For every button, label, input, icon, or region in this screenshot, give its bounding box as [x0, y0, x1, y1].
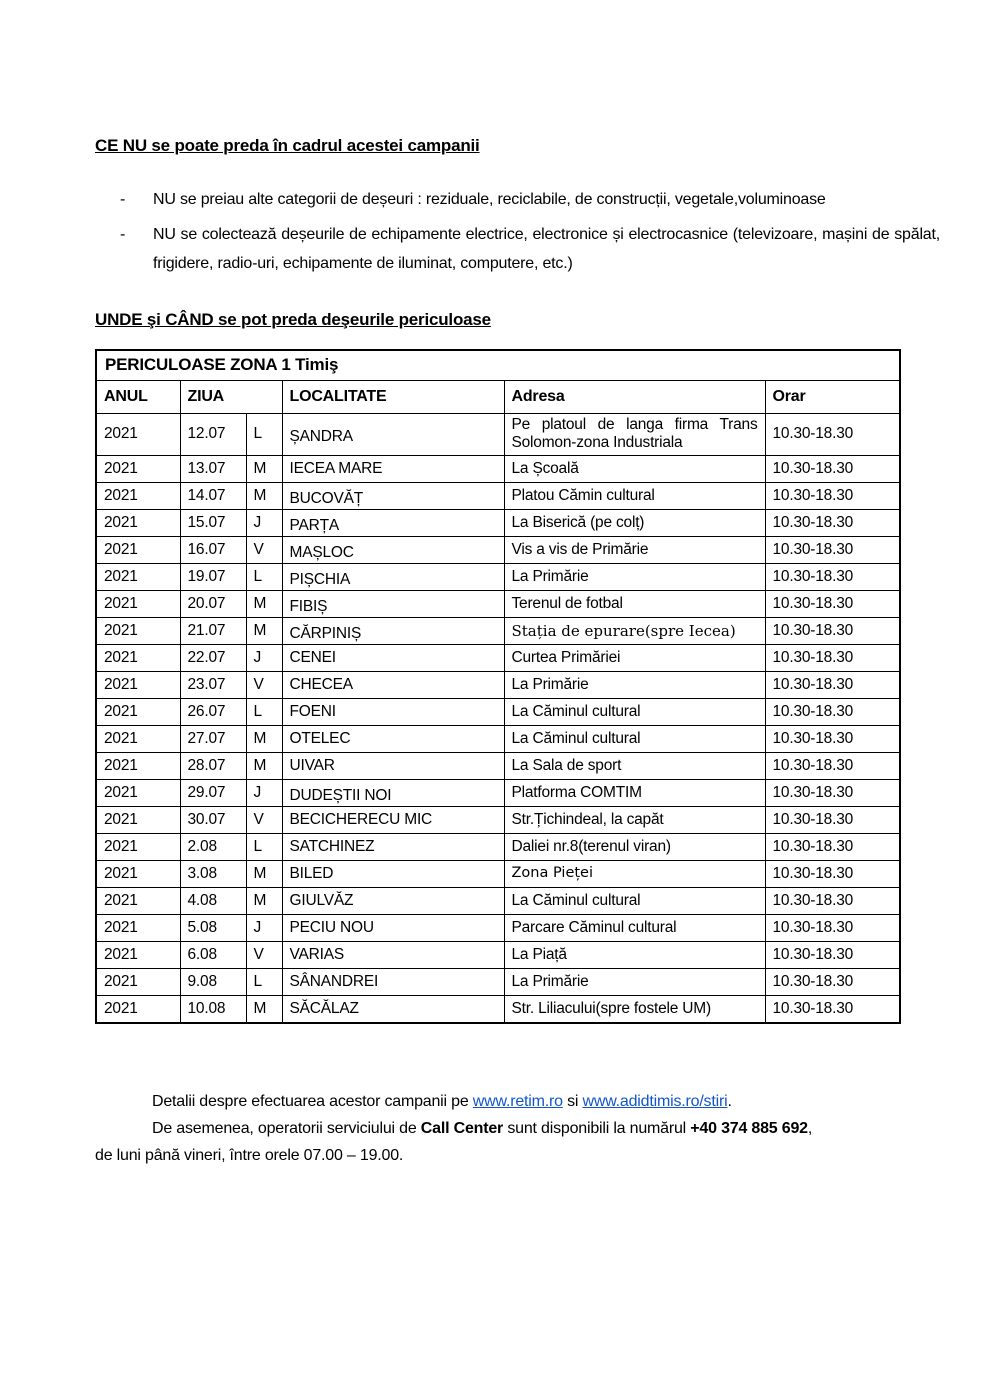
- address-cell: Daliei nr.8(terenul viran): [504, 834, 765, 861]
- table-row: [96, 618, 900, 645]
- table-row: [96, 483, 900, 510]
- year-cell: 2021: [96, 942, 180, 969]
- weekday-cell: M: [246, 861, 282, 888]
- table-row: [96, 591, 900, 618]
- date-cell: 27.07: [180, 726, 246, 753]
- schedule-rows: [96, 413, 900, 1023]
- table-row: [96, 807, 900, 834]
- hours-cell: 10.30-18.30: [765, 510, 900, 537]
- table-title-row: [96, 350, 900, 380]
- locality-cell: BUCOVĂȚ: [282, 486, 504, 513]
- date-cell: 21.07: [180, 618, 246, 645]
- table-row: [96, 888, 900, 915]
- address-cell: Pe platoul de langa firma Trans Solomon-zona Industriala: [504, 413, 765, 456]
- hours-cell: 10.30-18.30: [765, 753, 900, 780]
- year-cell: 2021: [96, 915, 180, 942]
- footer-text: sunt disponibili la numărul: [503, 1119, 691, 1137]
- heading-where-when: UNDE şi CÂND se pot preda deşeurile periculoase: [95, 310, 491, 329]
- hours-cell: 10.30-18.30: [765, 645, 900, 672]
- weekday-cell: V: [246, 807, 282, 834]
- footer-text: .: [727, 1092, 732, 1110]
- footer-text: si: [562, 1092, 583, 1110]
- address-cell: Terenul de fotbal: [504, 591, 765, 618]
- locality-cell: SATCHINEZ: [282, 834, 504, 861]
- date-cell: 4.08: [180, 888, 246, 915]
- footer-callcenter-line: [95, 1115, 940, 1169]
- footer-hours-text: de luni până vineri, între orele 07.00 – 19.00.: [95, 1146, 404, 1164]
- address-cell: La Piață: [504, 942, 765, 969]
- locality-cell: SĂCĂLAZ: [282, 996, 504, 1023]
- weekday-cell: L: [246, 413, 282, 456]
- locality-cell: FOENI: [282, 699, 504, 726]
- date-cell: 19.07: [180, 564, 246, 591]
- table-row: [96, 726, 900, 753]
- locality-cell: CĂRPINIȘ: [282, 621, 504, 648]
- hours-cell: 10.30-18.30: [765, 483, 900, 510]
- weekday-cell: L: [246, 699, 282, 726]
- date-cell: 26.07: [180, 699, 246, 726]
- address-cell: La Primărie: [504, 672, 765, 699]
- weekday-cell: V: [246, 942, 282, 969]
- col-header-localitate: LOCALITATE: [282, 380, 504, 413]
- year-cell: 2021: [96, 483, 180, 510]
- bullet-text: NU se preiau alte categorii de deșeuri : reziduale, reciclabile, de construcții, vegetale,voluminoase: [153, 191, 826, 208]
- col-header-anul: ANUL: [96, 380, 180, 413]
- locality-cell: BECICHERECU MIC: [282, 807, 504, 834]
- hours-cell: 10.30-18.30: [765, 915, 900, 942]
- hours-cell: 10.30-18.30: [765, 672, 900, 699]
- footer-text: De asemenea, operatorii serviciului de: [152, 1119, 421, 1137]
- locality-cell: IECEA MARE: [282, 456, 504, 483]
- hours-cell: 10.30-18.30: [765, 456, 900, 483]
- year-cell: 2021: [96, 807, 180, 834]
- heading-not-accepted: CE NU se poate preda în cadrul acestei campanii: [95, 136, 480, 155]
- bullet-text: NU se colectează deșeurile de echipamente electrice, electronice și electrocasnice (televizoare, mașini de spălat, frigidere, radio-uri, echipamente de iluminat, computere, etc.): [153, 226, 940, 272]
- address-cell: Str.Țichindeal, la capăt: [504, 807, 765, 834]
- weekday-cell: M: [246, 591, 282, 618]
- table-row: [96, 510, 900, 537]
- bullet-item: [95, 220, 940, 278]
- weekday-cell: V: [246, 537, 282, 564]
- date-cell: 23.07: [180, 672, 246, 699]
- year-cell: 2021: [96, 537, 180, 564]
- hours-cell: 10.30-18.30: [765, 861, 900, 888]
- table-header-row: [96, 380, 900, 413]
- weekday-cell: M: [246, 888, 282, 915]
- weekday-cell: V: [246, 672, 282, 699]
- year-cell: 2021: [96, 834, 180, 861]
- locality-cell: PIȘCHIA: [282, 567, 504, 594]
- hours-cell: 10.30-18.30: [765, 942, 900, 969]
- table-row: [96, 834, 900, 861]
- locality-cell: GIULVĂZ: [282, 888, 504, 915]
- locality-cell: UIVAR: [282, 753, 504, 780]
- bullet-dash: -: [120, 226, 126, 243]
- table-row: [96, 753, 900, 780]
- call-center-label: Call Center: [420, 1119, 504, 1137]
- date-cell: 15.07: [180, 510, 246, 537]
- year-cell: 2021: [96, 591, 180, 618]
- table-row: [96, 564, 900, 591]
- date-cell: 20.07: [180, 591, 246, 618]
- col-header-adresa: Adresa: [504, 380, 765, 413]
- weekday-cell: L: [246, 969, 282, 996]
- table-row: [96, 942, 900, 969]
- address-cell: Vis a vis de Primărie: [504, 537, 765, 564]
- year-cell: 2021: [96, 969, 180, 996]
- locality-cell: CENEI: [282, 645, 504, 672]
- address-cell: La Biserică (pe colț): [504, 510, 765, 537]
- year-cell: 2021: [96, 726, 180, 753]
- hours-cell: 10.30-18.30: [765, 537, 900, 564]
- weekday-cell: L: [246, 834, 282, 861]
- weekday-cell: J: [246, 645, 282, 672]
- retim-link[interactable]: www.retim.ro: [472, 1092, 563, 1110]
- date-cell: 14.07: [180, 483, 246, 510]
- table-row: [96, 413, 900, 456]
- table-row: [96, 699, 900, 726]
- weekday-cell: L: [246, 564, 282, 591]
- hours-cell: 10.30-18.30: [765, 807, 900, 834]
- locality-cell: VARIAS: [282, 942, 504, 969]
- address-cell: La Primărie: [504, 564, 765, 591]
- weekday-cell: M: [246, 726, 282, 753]
- hours-cell: 10.30-18.30: [765, 699, 900, 726]
- year-cell: 2021: [96, 780, 180, 807]
- year-cell: 2021: [96, 996, 180, 1023]
- bullet-item: [95, 182, 940, 218]
- year-cell: 2021: [96, 618, 180, 645]
- address-cell: La Căminul cultural: [504, 699, 765, 726]
- locality-cell: CHECEA: [282, 672, 504, 699]
- table-row: [96, 672, 900, 699]
- bullet-dash: -: [120, 191, 126, 208]
- hours-cell: 10.30-18.30: [765, 996, 900, 1023]
- year-cell: 2021: [96, 510, 180, 537]
- footer: [95, 1088, 940, 1169]
- address-cell: La Căminul cultural: [504, 726, 765, 753]
- address-cell: Platforma COMTIM: [504, 780, 765, 807]
- weekday-cell: J: [246, 915, 282, 942]
- weekday-cell: M: [246, 618, 282, 645]
- year-cell: 2021: [96, 413, 180, 456]
- table-row: [96, 969, 900, 996]
- locality-cell: BILED: [282, 861, 504, 888]
- table-row: [96, 996, 900, 1023]
- locality-cell: OTELEC: [282, 726, 504, 753]
- locality-cell: PARȚA: [282, 513, 504, 540]
- locality-cell: FIBIȘ: [282, 594, 504, 621]
- date-cell: 6.08: [180, 942, 246, 969]
- address-cell: La Căminul cultural: [504, 888, 765, 915]
- date-cell: 28.07: [180, 753, 246, 780]
- locality-cell: SÂNANDREI: [282, 969, 504, 996]
- address-cell: Platou Cămin cultural: [504, 483, 765, 510]
- hours-cell: 10.30-18.30: [765, 564, 900, 591]
- table-row: [96, 645, 900, 672]
- weekday-cell: M: [246, 483, 282, 510]
- date-cell: 16.07: [180, 537, 246, 564]
- year-cell: 2021: [96, 861, 180, 888]
- date-cell: 5.08: [180, 915, 246, 942]
- hours-cell: 10.30-18.30: [765, 413, 900, 456]
- locality-cell: PECIU NOU: [282, 915, 504, 942]
- address-cell: Curtea Primăriei: [504, 645, 765, 672]
- year-cell: 2021: [96, 888, 180, 915]
- date-cell: 29.07: [180, 780, 246, 807]
- hours-cell: 10.30-18.30: [765, 969, 900, 996]
- weekday-cell: M: [246, 456, 282, 483]
- locality-cell: ȘANDRA: [282, 416, 504, 459]
- weekday-cell: J: [246, 780, 282, 807]
- locality-cell: MAȘLOC: [282, 540, 504, 567]
- address-cell: La Sala de sport: [504, 753, 765, 780]
- date-cell: 3.08: [180, 861, 246, 888]
- weekday-cell: J: [246, 510, 282, 537]
- hours-cell: 10.30-18.30: [765, 726, 900, 753]
- adidtimis-link[interactable]: www.adidtimis.ro/stiri: [582, 1092, 728, 1110]
- date-cell: 13.07: [180, 456, 246, 483]
- weekday-cell: M: [246, 753, 282, 780]
- hours-cell: 10.30-18.30: [765, 888, 900, 915]
- phone-number: +40 374 885 692: [690, 1119, 808, 1137]
- weekday-cell: M: [246, 996, 282, 1023]
- date-cell: 12.07: [180, 413, 246, 456]
- locality-cell: DUDEȘTII NOI: [282, 783, 504, 810]
- table-row: [96, 915, 900, 942]
- date-cell: 9.08: [180, 969, 246, 996]
- date-cell: 22.07: [180, 645, 246, 672]
- schedule-table: [95, 349, 901, 1024]
- bullet-list: [95, 182, 940, 278]
- footer-text: Detalii despre efectuarea acestor campanii pe: [152, 1092, 473, 1110]
- footer-details-line: [95, 1088, 940, 1115]
- date-cell: 10.08: [180, 996, 246, 1023]
- year-cell: 2021: [96, 645, 180, 672]
- footer-text: ,: [807, 1119, 813, 1137]
- hours-cell: 10.30-18.30: [765, 591, 900, 618]
- year-cell: 2021: [96, 456, 180, 483]
- year-cell: 2021: [96, 672, 180, 699]
- table-row: [96, 537, 900, 564]
- hours-cell: 10.30-18.30: [765, 618, 900, 645]
- address-cell: Zona Pieței: [504, 861, 765, 888]
- date-cell: 2.08: [180, 834, 246, 861]
- table-row: [96, 861, 900, 888]
- col-header-orar: Orar: [765, 380, 900, 413]
- address-cell: La Școală: [504, 456, 765, 483]
- col-header-ziua: ZIUA: [180, 380, 282, 413]
- year-cell: 2021: [96, 699, 180, 726]
- table-row: [96, 780, 900, 807]
- hours-cell: 10.30-18.30: [765, 780, 900, 807]
- table-title: PERICULOASE ZONA 1 Timiş: [96, 350, 900, 380]
- hours-cell: 10.30-18.30: [765, 834, 900, 861]
- table-row: [96, 456, 900, 483]
- address-cell: Str. Liliacului(spre fostele UM): [504, 996, 765, 1023]
- year-cell: 2021: [96, 564, 180, 591]
- year-cell: 2021: [96, 753, 180, 780]
- address-cell: La Primărie: [504, 969, 765, 996]
- address-cell: Stația de epurare(spre Iecea): [504, 618, 765, 645]
- date-cell: 30.07: [180, 807, 246, 834]
- address-cell: Parcare Căminul cultural: [504, 915, 765, 942]
